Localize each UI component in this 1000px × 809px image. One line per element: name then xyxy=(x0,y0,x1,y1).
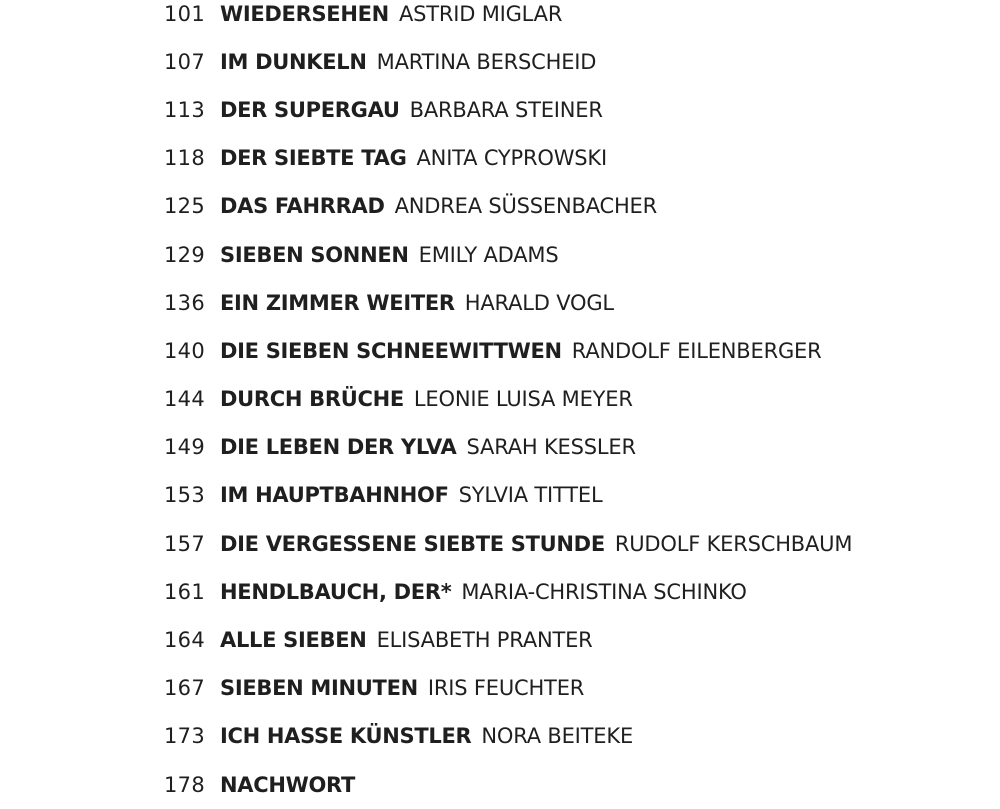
page-number: 136 xyxy=(164,290,205,315)
toc-entry xyxy=(164,231,964,279)
story-title: ALLE SIEBEN xyxy=(220,628,367,653)
author-name: SYLVIA TITTEL xyxy=(458,483,603,508)
page-number: 118 xyxy=(164,146,205,171)
story-title: NACHWORT xyxy=(220,772,355,797)
author-name: RUDOLF KERSCHBAUM xyxy=(614,531,853,556)
page-number: 101 xyxy=(164,1,205,26)
story-title: EIN ZIMMER WEITER xyxy=(220,290,455,315)
toc-entry xyxy=(164,472,964,520)
story-title: SIEBEN SONNEN xyxy=(220,242,409,267)
toc-entry xyxy=(164,713,964,761)
story-title: DER SIEBTE TAG xyxy=(220,146,407,171)
toc-entry xyxy=(164,0,964,38)
toc-entry xyxy=(164,38,964,86)
story-title: DIE LEBEN DER YLVA xyxy=(220,435,457,460)
page-number: 107 xyxy=(164,49,205,74)
toc-entry xyxy=(164,520,964,568)
story-title: DAS FAHRRAD xyxy=(220,194,385,219)
story-title: IM DUNKELN xyxy=(220,49,367,74)
author-name: BARBARA STEINER xyxy=(409,97,603,122)
page-number: 149 xyxy=(164,435,205,460)
toc-entry xyxy=(164,279,964,327)
page-number: 178 xyxy=(164,772,205,797)
story-title: WIEDERSEHEN xyxy=(220,1,389,26)
table-of-contents xyxy=(164,0,964,809)
toc-entry xyxy=(164,327,964,375)
toc-entry xyxy=(164,424,964,472)
author-name: RANDOLF EILENBERGER xyxy=(571,338,822,363)
author-name: MARTINA BERSCHEID xyxy=(376,49,597,74)
page-number: 161 xyxy=(164,579,205,604)
toc-entry xyxy=(164,568,964,616)
author-name: SARAH KESSLER xyxy=(466,435,636,460)
story-title: HENDLBAUCH, DER* xyxy=(220,579,452,604)
toc-entry xyxy=(164,665,964,713)
toc-entry xyxy=(164,376,964,424)
author-name: EMILY ADAMS xyxy=(418,242,559,267)
toc-entry xyxy=(164,86,964,134)
page-number: 140 xyxy=(164,338,205,363)
author-name: ANDREA SÜSSENBACHER xyxy=(394,194,658,219)
author-name: ELISABETH PRANTER xyxy=(376,628,593,653)
author-name: NORA BEITEKE xyxy=(481,724,634,749)
author-name: LEONIE LUISA MEYER xyxy=(413,387,633,412)
author-name: HARALD VOGL xyxy=(464,290,614,315)
toc-entry xyxy=(164,135,964,183)
author-name: ANITA CYPROWSKI xyxy=(416,146,607,171)
page-number: 113 xyxy=(164,97,205,122)
page-number: 153 xyxy=(164,483,205,508)
page-number: 173 xyxy=(164,724,205,749)
story-title: DIE SIEBEN SCHNEEWITTWEN xyxy=(220,338,562,363)
author-name: ASTRID MIGLAR xyxy=(398,1,563,26)
story-title: DIE VERGESSENE SIEBTE STUNDE xyxy=(220,531,605,556)
toc-entry xyxy=(164,616,964,664)
page-number: 164 xyxy=(164,628,205,653)
author-name: MARIA-CHRISTINA SCHINKO xyxy=(461,579,747,604)
story-title: DER SUPERGAU xyxy=(220,97,400,122)
story-title: DURCH BRÜCHE xyxy=(220,387,404,412)
page-number: 144 xyxy=(164,387,205,412)
author-name: IRIS FEUCHTER xyxy=(427,676,585,701)
page-number: 167 xyxy=(164,676,205,701)
story-title: ICH HASSE KÜNSTLER xyxy=(220,724,472,749)
page-number: 125 xyxy=(164,194,205,219)
toc-entry xyxy=(164,183,964,231)
page-number: 129 xyxy=(164,242,205,267)
story-title: IM HAUPTBAHNHOF xyxy=(220,483,449,508)
page-number: 157 xyxy=(164,531,205,556)
toc-entry xyxy=(164,761,964,809)
story-title: SIEBEN MINUTEN xyxy=(220,676,418,701)
